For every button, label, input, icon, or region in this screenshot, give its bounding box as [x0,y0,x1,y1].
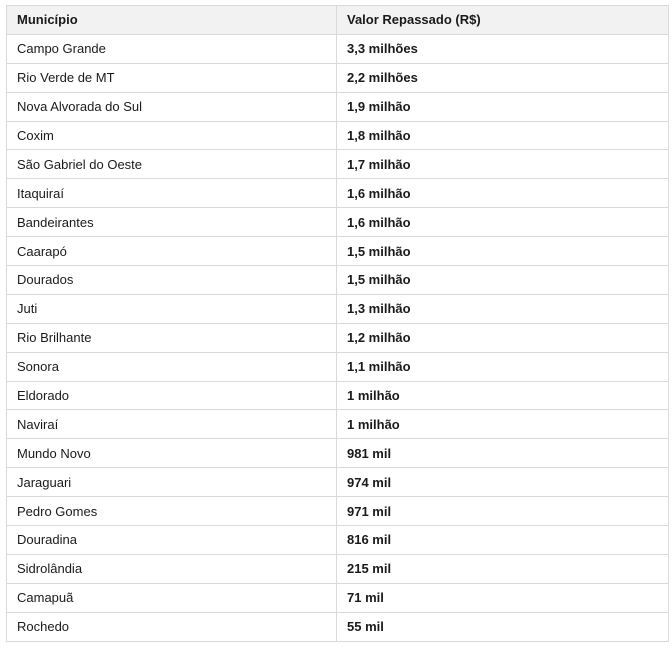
table-row [7,266,669,295]
municipality-name-cell: Rio Verde de MT [7,63,337,92]
municipality-name-cell: Coxim [7,121,337,150]
table-row [7,63,669,92]
municipality-name-cell: Dourados [7,266,337,295]
table-row [7,468,669,497]
transfer-value-cell: 1,2 milhão [337,323,669,352]
table-row [7,583,669,612]
table-row [7,497,669,526]
table-row [7,34,669,63]
column-header-municipio: Município [7,6,337,35]
transfer-value-cell: 1 milhão [337,381,669,410]
municipality-name-cell: Pedro Gomes [7,497,337,526]
table-row [7,352,669,381]
table-row [7,179,669,208]
municipality-name-cell: Caarapó [7,237,337,266]
column-header-valor-repassado: Valor Repassado (R$) [337,6,669,35]
transfer-value-cell: 1,6 milhão [337,179,669,208]
transfer-value-cell: 71 mil [337,583,669,612]
table-row [7,208,669,237]
transfer-value-cell: 1 milhão [337,410,669,439]
table-row [7,237,669,266]
table-row [7,121,669,150]
transfer-value-cell: 1,3 milhão [337,294,669,323]
transfer-value-cell: 1,6 milhão [337,208,669,237]
municipality-name-cell: Eldorado [7,381,337,410]
municipality-name-cell: São Gabriel do Oeste [7,150,337,179]
transfer-value-cell: 1,1 milhão [337,352,669,381]
transfer-value-cell: 974 mil [337,468,669,497]
municipality-name-cell: Douradina [7,526,337,555]
municipality-name-cell: Sonora [7,352,337,381]
transfer-value-cell: 1,5 milhão [337,237,669,266]
municipality-name-cell: Sidrolândia [7,554,337,583]
transfer-value-cell: 3,3 milhões [337,34,669,63]
municipality-transfer-table [6,5,669,642]
municipality-name-cell: Mundo Novo [7,439,337,468]
transfer-value-cell: 971 mil [337,497,669,526]
transfer-value-cell: 2,2 milhões [337,63,669,92]
table-header [7,6,669,35]
table-row [7,92,669,121]
municipality-name-cell: Nova Alvorada do Sul [7,92,337,121]
table-row [7,323,669,352]
municipality-name-cell: Naviraí [7,410,337,439]
transfer-value-cell: 1,9 milhão [337,92,669,121]
table-row [7,410,669,439]
municipality-name-cell: Rochedo [7,612,337,641]
header-row [7,6,669,35]
municipality-name-cell: Camapuã [7,583,337,612]
municipality-name-cell: Rio Brilhante [7,323,337,352]
table-row [7,612,669,641]
transfer-value-cell: 1,5 milhão [337,266,669,295]
data-table-container [6,5,668,642]
transfer-value-cell: 981 mil [337,439,669,468]
municipality-name-cell: Bandeirantes [7,208,337,237]
table-row [7,439,669,468]
table-row [7,526,669,555]
table-body [7,34,669,641]
transfer-value-cell: 55 mil [337,612,669,641]
transfer-value-cell: 816 mil [337,526,669,555]
table-row [7,150,669,179]
municipality-name-cell: Jaraguari [7,468,337,497]
transfer-value-cell: 1,8 milhão [337,121,669,150]
table-row [7,294,669,323]
transfer-value-cell: 215 mil [337,554,669,583]
municipality-name-cell: Juti [7,294,337,323]
table-row [7,381,669,410]
table-row [7,554,669,583]
transfer-value-cell: 1,7 milhão [337,150,669,179]
municipality-name-cell: Campo Grande [7,34,337,63]
municipality-name-cell: Itaquiraí [7,179,337,208]
